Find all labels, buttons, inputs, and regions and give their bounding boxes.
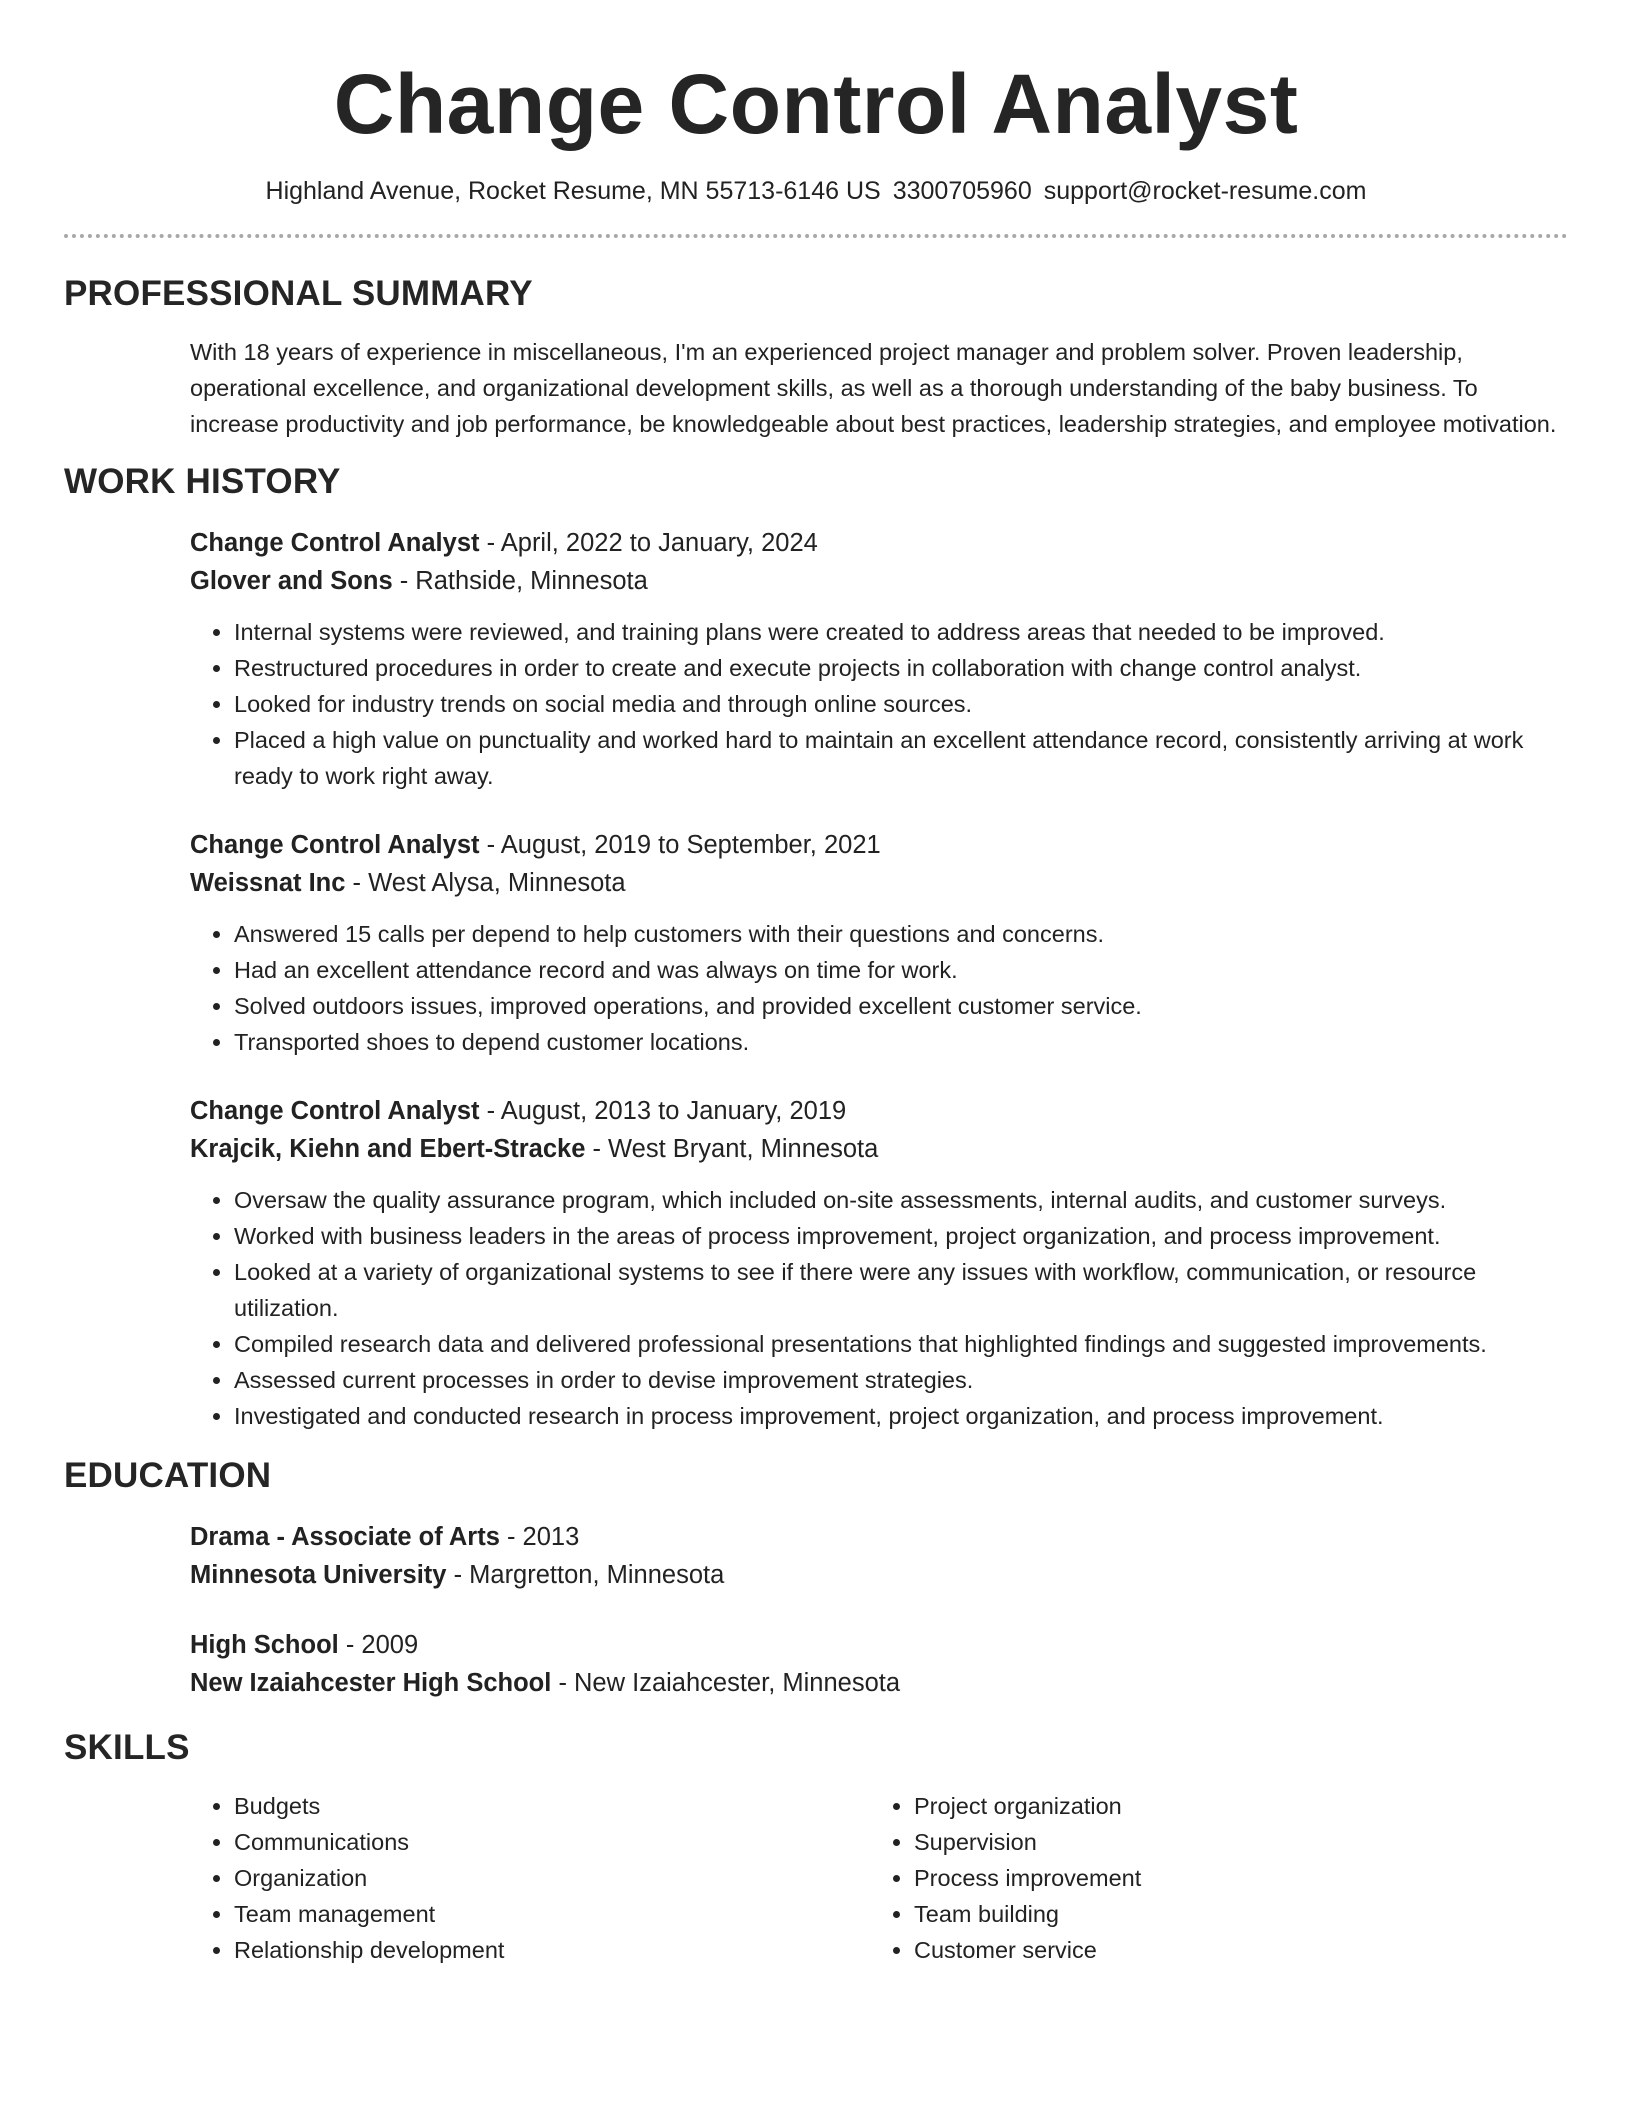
education-section <box>64 1456 1568 1702</box>
job-company-line <box>190 1130 1568 1168</box>
education-entry <box>190 1518 1568 1594</box>
job-entry <box>190 826 1568 1060</box>
job-title-line <box>190 524 1568 562</box>
resume-page <box>64 0 1568 1978</box>
job-dates: - April, 2022 to January, 2024 <box>479 529 818 557</box>
job-company: Krajcik, Kiehn and Ebert-Stracke <box>190 1135 586 1163</box>
header-divider <box>64 234 1568 238</box>
skills-list-left <box>190 1788 874 1968</box>
education-school-line <box>190 1664 1568 1702</box>
skill-item: • Organization <box>234 1860 874 1896</box>
job-company: Glover and Sons <box>190 567 393 595</box>
education-year: - 2009 <box>338 1631 419 1659</box>
skill-item: • Relationship development <box>234 1932 874 1968</box>
job-bullet: • Had an excellent attendance record and was always on time for work. <box>234 952 1568 988</box>
contact-line <box>64 176 1568 206</box>
skills-list-right <box>870 1788 1554 1968</box>
education-school-line <box>190 1556 1568 1594</box>
skill-item: • Project organization <box>914 1788 1554 1824</box>
section-title-work: WORK HISTORY <box>64 462 341 501</box>
job-bullet: • Compiled research data and delivered professional presentations that highlighted findings and suggested improvements. <box>234 1326 1568 1362</box>
job-company-line <box>190 864 1568 902</box>
education-degree: Drama - Associate of Arts <box>190 1523 500 1551</box>
job-bullet: • Internal systems were reviewed, and training plans were created to address areas that needed to be improved. <box>234 614 1568 650</box>
job-bullet: • Looked for industry trends on social media and through online sources. <box>234 686 1568 722</box>
skill-item: • Team management <box>234 1896 874 1932</box>
education-year: - 2013 <box>499 1523 580 1551</box>
contact-address: Highland Avenue, Rocket Resume, MN 55713-6146 US <box>265 177 881 205</box>
section-title-summary: PROFESSIONAL SUMMARY <box>64 274 533 313</box>
job-bullet: • Placed a high value on punctuality and worked hard to maintain an excellent attendance record, consistently arriving at work ready to work right away. <box>234 722 1568 794</box>
job-company: Weissnat Inc <box>190 869 346 897</box>
job-location: - Rathside, Minnesota <box>392 567 648 595</box>
summary-section <box>64 274 1568 442</box>
skills-section <box>64 1728 1568 1978</box>
education-degree-line <box>190 1626 1568 1664</box>
skill-item: • Team building <box>914 1896 1554 1932</box>
work-section <box>64 462 1568 1434</box>
education-degree: High School <box>190 1631 339 1659</box>
skill-item: • Supervision <box>914 1824 1554 1860</box>
job-entry <box>190 1092 1568 1434</box>
job-location: - West Bryant, Minnesota <box>585 1135 879 1163</box>
job-bullet: • Restructured procedures in order to create and execute projects in collaboration with change control analyst. <box>234 650 1568 686</box>
job-dates: - August, 2019 to September, 2021 <box>479 831 881 859</box>
job-title-line <box>190 826 1568 864</box>
job-bullets <box>190 1182 1568 1434</box>
job-bullet: • Oversaw the quality assurance program, which included on-site assessments, internal audits, and customer surveys. <box>234 1182 1568 1218</box>
resume-name: Change Control Analyst <box>333 57 1299 151</box>
job-bullet: • Answered 15 calls per depend to help customers with their questions and concerns. <box>234 916 1568 952</box>
job-bullets <box>190 916 1568 1060</box>
education-entry <box>190 1626 1568 1702</box>
job-role: Change Control Analyst <box>190 529 480 557</box>
skill-item: • Budgets <box>234 1788 874 1824</box>
education-school: New Izaiahcester High School <box>190 1669 552 1697</box>
job-company-line <box>190 562 1568 600</box>
summary-text: With 18 years of experience in miscellaneous, I'm an experienced project manager and problem solver. Proven leadership, operational excellence, and organizational development skills, as well as a thorough understanding of the baby business. To increase productivity and job performance, be knowledgeable about best practices, leadership strategies, and employee motivation. <box>190 339 1557 437</box>
skill-item: • Customer service <box>914 1932 1554 1968</box>
job-bullet: • Investigated and conducted research in process improvement, project organization, and process improvement. <box>234 1398 1568 1434</box>
education-school: Minnesota University <box>190 1561 447 1589</box>
job-bullets <box>190 614 1568 794</box>
skill-item: • Communications <box>234 1824 874 1860</box>
education-location: - New Izaiahcester, Minnesota <box>551 1669 901 1697</box>
section-title-skills: SKILLS <box>64 1728 190 1767</box>
job-title-line <box>190 1092 1568 1130</box>
contact-phone: 3300705960 <box>892 177 1032 205</box>
job-location: - West Alysa, Minnesota <box>345 869 626 897</box>
job-role: Change Control Analyst <box>190 831 480 859</box>
job-entry <box>190 524 1568 794</box>
skill-item: • Process improvement <box>914 1860 1554 1896</box>
contact-email: support@rocket-resume.com <box>1043 177 1367 205</box>
job-dates: - August, 2013 to January, 2019 <box>479 1097 847 1125</box>
job-bullet: • Assessed current processes in order to devise improvement strategies. <box>234 1362 1568 1398</box>
education-degree-line <box>190 1518 1568 1556</box>
job-role: Change Control Analyst <box>190 1097 480 1125</box>
skills-columns <box>190 1788 1568 1978</box>
education-location: - Margretton, Minnesota <box>446 1561 725 1589</box>
job-bullet: • Looked at a variety of organizational systems to see if there were any issues with workflow, communication, or resource utilization. <box>234 1254 1568 1326</box>
section-title-education: EDUCATION <box>64 1456 272 1495</box>
job-bullet: • Transported shoes to depend customer locations. <box>234 1024 1568 1060</box>
job-bullet: • Worked with business leaders in the areas of process improvement, project organization, and process improvement. <box>234 1218 1568 1254</box>
job-bullet: • Solved outdoors issues, improved operations, and provided excellent customer service. <box>234 988 1568 1024</box>
